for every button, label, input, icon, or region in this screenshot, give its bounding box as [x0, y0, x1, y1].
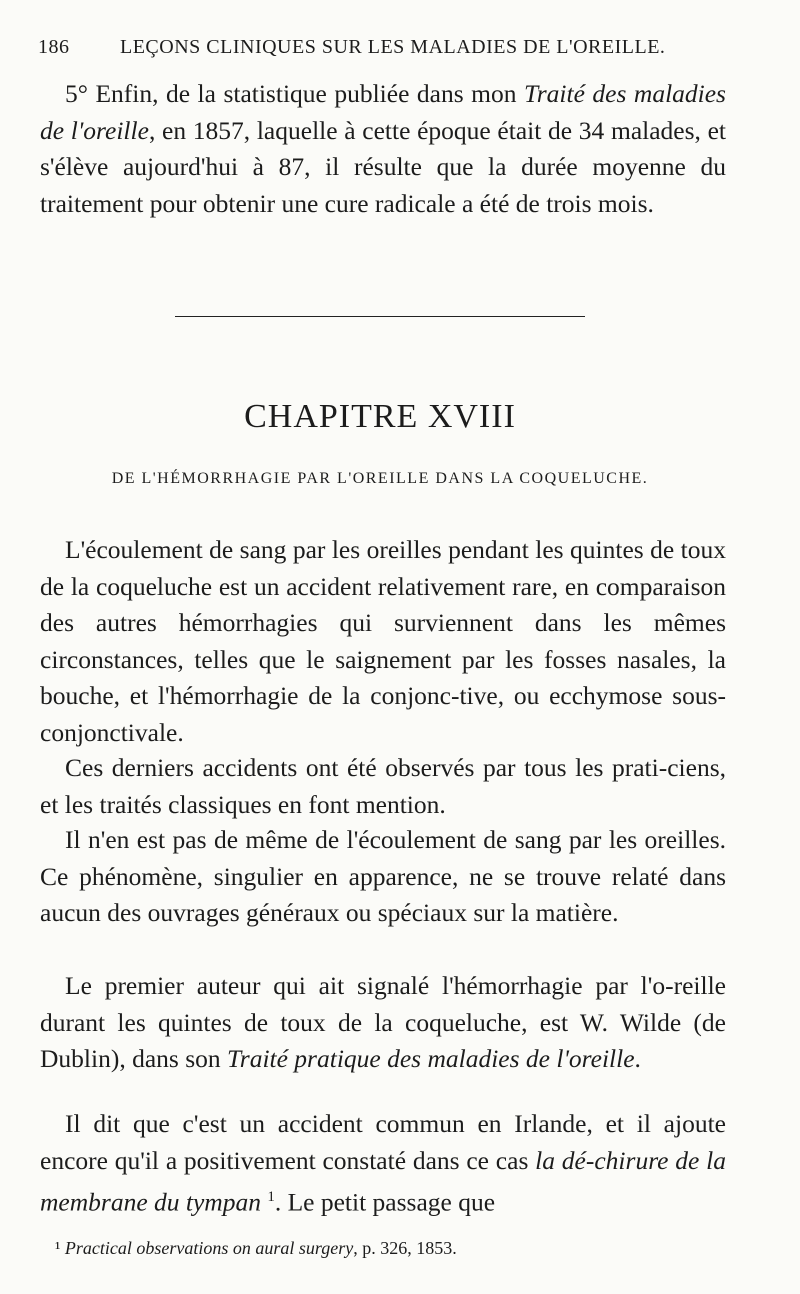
body-paragraph-1: L'écoulement de sang par les oreilles pendant les quintes de toux de la coqueluche est un accident relativement rare, en comparaison des autres hémorrhagies qui surviennent dans les mêmes circonstances, telles que le saignement par les fosses nasales, la bouche, et l'hémorrhagie de la conjonc-tive, ou ecchymose sous-conjonctivale. [40, 535, 726, 747]
intro-book-title: Traité des maladies de l'oreille [40, 79, 726, 145]
footnote-citation: , p. 326, 1853. [353, 1238, 457, 1258]
p5-text-b: . Le petit passage que [274, 1187, 496, 1217]
footnote [55, 1238, 755, 1259]
p4-book-title: Traité pratique des maladies de l'oreille [227, 1044, 635, 1073]
chapter-subtitle: DE L'HÉMORRHAGIE PAR L'OREILLE DANS LA COQUELUCHE. [111, 470, 649, 487]
footnote-marker: ¹ [55, 1238, 61, 1258]
body-paragraph-5 [40, 1106, 726, 1221]
body-paragraph-3: Il n'en est pas de même de l'écoulement de sang par les oreilles. Ce phénomène, singulier en apparence, ne se trouve relaté dans aucun des ouvrages généraux ou spéciaux sur la matière. [40, 825, 726, 927]
running-title: LEÇONS CLINIQUES SUR LES MALADIES DE L'OREILLE. [120, 36, 666, 58]
section-divider [175, 316, 585, 317]
body-paragraph-2: Ces derniers accidents ont été observés par tous les prati-ciens, et les traités classiques en font mention. [40, 753, 726, 819]
p4-text-b: . [634, 1044, 641, 1073]
intro-text-a: 5° Enfin, de la statistique publiée dans mon [65, 79, 524, 108]
chapter-title: CHAPITRE XVIII [244, 398, 516, 435]
page-number: 186 [38, 36, 70, 58]
p4-text-a: Le premier auteur qui ait signalé l'hémorrhagie par l'o-reille durant les quintes de toux de la coqueluche, est W. Wilde (de Dublin), dans son [40, 971, 726, 1073]
intro-text-b: , en 1857, laquelle à cette époque était de 34 malades, et s'élève aujourd'hui à 87, il résulte que la durée moyenne du traitement pour obtenir une cure radicale a été de trois mois. [40, 115, 727, 218]
footnote-title: Practical observations on aural surgery [64, 1238, 354, 1258]
footnote-reference: 1 [267, 1189, 275, 1205]
running-header [38, 36, 758, 59]
body-paragraph-4 [40, 968, 726, 1078]
intro-paragraph [40, 76, 726, 222]
p5-text-a: Il dit que c'est un accident commun en Irlande, et il ajoute encore qu'il a positivement constaté dans ce cas [40, 1109, 726, 1175]
p5-italic-phrase: la dé-chirure de la membrane du tympan [40, 1145, 726, 1217]
